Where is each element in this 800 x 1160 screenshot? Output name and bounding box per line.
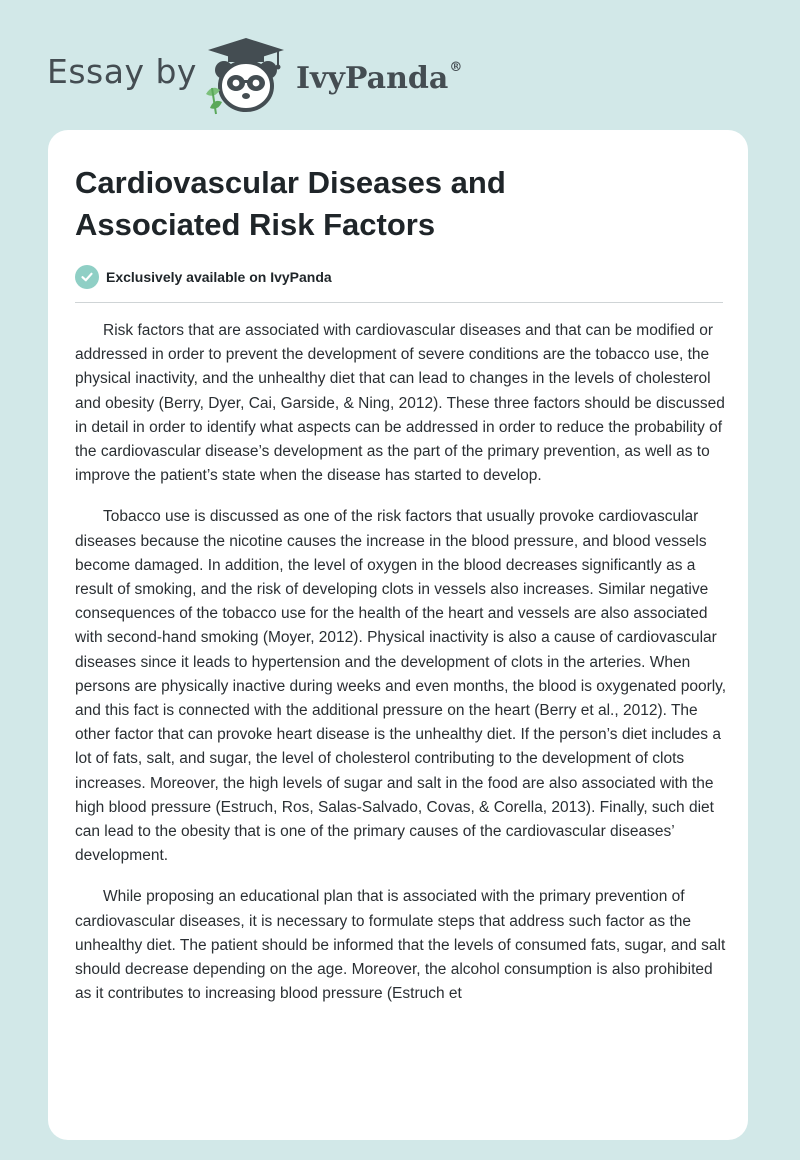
paragraph: While proposing an educational plan that is associated with the primary prevention of cardiovascular diseases, it is necessary to formulate steps that address such factor as the unhealthy diet. The patient should be informed that the levels of consumed fats, sugar, and salt should decrease depending on the age. Moreover, the alcohol consumption is also prohibited as it contributes to increasing blood pressure (Estruch et xyxy=(75,888,726,1003)
brand-logo-text[interactable] xyxy=(296,56,462,97)
essay-body xyxy=(75,319,727,1023)
exclusive-badge xyxy=(75,264,332,290)
paragraph: Tobacco use is discussed as one of the risk factors that usually provoke cardiovascular diseases because the nicotine causes the increase in the blood pressure, and blood vessels become damaged. In addition, the level of oxygen in the blood decreases significantly as a result of smoking, and the risk of developing clots in vessels also increases. Similar negative consequences of the tobacco use for the health of the heart and vessels are also associated with second-hand smoking (Moyer, 2012). Physical inactivity is also a cause of cardiovascular diseases since it leads to hypertension and the development of clots in the arteries. When persons are physically inactive during weeks and even months, the blood is oxygenated poorly, and this fact is connected with the additional pressure on the heart (Berry et al., 2012). The other factor that can provoke heart disease is the unhealthy diet. If the person’s diet includes a lot of fats, salt, and sugar, the level of cholesterol contributing to the development of clots increases. Moreover, the high levels of sugar and salt in the food are also associated with the high blood pressure (Estruch, Ros, Salas-Salvado, Covas, & Corella, 2013). Finally, such diet can lead to the obesity that is one of the primary causes of the cardiovascular diseases’ development. xyxy=(75,508,727,865)
site-header xyxy=(0,28,800,118)
check-circle-icon xyxy=(75,265,99,289)
brand-name: IvyPanda xyxy=(296,61,449,96)
essay-title: Cardiovascular Diseases and Associated Risk Factors xyxy=(75,165,506,242)
registered-mark: ® xyxy=(449,60,463,75)
exclusive-badge-label: Exclusively available on IvyPanda xyxy=(106,269,332,285)
essay-by-label: Essay by xyxy=(47,52,197,91)
essay-card xyxy=(48,130,748,1140)
panda-graduate-logo-icon[interactable] xyxy=(200,36,292,116)
divider xyxy=(75,302,723,303)
paragraph: Risk factors that are associated with cardiovascular diseases and that can be modified or addressed in order to prevent the development of severe conditions are the tobacco use, the physical inactivity, and the unhealthy diet that can lead to changes in the levels of cholesterol and obesity (Berry, Dyer, Cai, Garside, & Ning, 2012). These three factors should be discussed in detail in order to identify what aspects can be addressed in order to reduce the probability of the cardiovascular disease’s development as the part of the primary prevention, as well as to improve the patient’s state when the disease has started to develop. xyxy=(75,322,725,485)
